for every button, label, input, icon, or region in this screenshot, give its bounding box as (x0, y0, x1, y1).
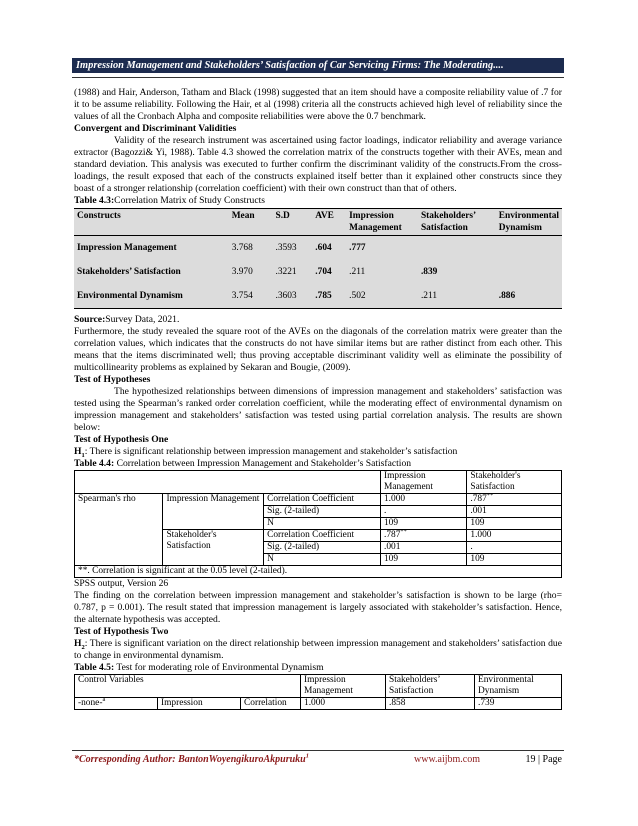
table-4-3 (74, 208, 562, 309)
col-header-control: Control Variables (75, 675, 301, 698)
paragraph-finding: The finding on the correlation between impression management and stakeholder’s satisfaction is shown to be large (rho= 0.787, p = 0.001). The result stated that impression management is largely associated with stakeholder’s satisfaction. Hence, the alternate hypothesis was accepted. (74, 590, 562, 625)
paragraph-discriminant: Furthermore, the study revealed the square root of the AVEs on the diagonals of the correlation matrix were greater than the correlation values, which indicates that the constructs do not have similar items but are rather distinct from each other. This means that the items discriminated well; thus proving acceptable discriminant validity well as eliminate the possibility of multicollinearity problems as explained by Sekaran and Bougie, (2009). (74, 326, 562, 373)
table-row: Impression Management 3.768 .3593 .604 .777 (74, 236, 562, 261)
col-header-impression: Impression Management (380, 471, 466, 494)
table-4-4: Impression Management Stakeholder's Satisfaction Spearman's rho Impression Management Correlation Coefficient 1.000 .787** Sig. (2-tailed) . .001 N 109 109 Stakeholder's Satisfaction Correlation Coefficient .787** 1.000 Sig. (2-tailed) .001 . N 109 109 **. Correlation is significant at the 0.05 level (2-tailed). (74, 470, 562, 578)
table-4-5-caption: Table 4.5: Test for moderating role of Environmental Dynamism (74, 662, 324, 673)
row-group-stakeholder: Stakeholder's Satisfaction (163, 530, 264, 566)
col-header-mean: Mean (229, 209, 273, 236)
header-rule (72, 77, 564, 78)
footer-rule (72, 750, 564, 751)
col-header-impression: Impression Management (346, 209, 418, 236)
table-row: Environmental Dynamism 3.754 .3603 .785 .502 .211 .886 (74, 284, 562, 309)
table-row: Stakeholders’ Satisfaction 3.970 .3221 .704 .211 .839 (74, 260, 562, 284)
corresponding-author: *Corresponding Author: BantonWoyengikuroAkpuruku$^1$ (74, 752, 309, 765)
col-header-sd: S.D (272, 209, 312, 236)
heading-test-hypotheses: Test of Hypotheses (74, 374, 151, 385)
col-header-ave: AVE (312, 209, 346, 236)
col-header-environmental: Environmental Dynamism (496, 209, 562, 236)
table-row: -none-$^a$ Impression Correlation 1.000 .858 .739 (75, 698, 562, 710)
spss-note: SPSS output, Version 26 (74, 578, 169, 589)
hypothesis-two-statement: $H_2$: There is significant variation on the direct relationship between impression management and stakeholders’ satisfaction due to change in environmental dynamism. (74, 638, 562, 661)
col-header-stakeholder: Stakeholder's Satisfaction (467, 471, 562, 494)
hypothesis-one-statement: $H_1$: There is significant relationship between impression management and stakeholder’s satisfaction (74, 446, 458, 459)
col-header-stakeholders: Stakeholders’ Satisfaction (418, 209, 496, 236)
spearman-label: Spearman's rho (75, 494, 163, 566)
source-note: Source:Survey Data, 2021. (74, 314, 180, 325)
heading-hypothesis-one: Test of Hypothesis One (74, 434, 169, 445)
running-header: Impression Management and Stakeholders’ Satisfaction of Car Servicing Firms: The Moderating.... (72, 58, 564, 73)
heading-hypothesis-two: Test of Hypothesis Two (74, 626, 169, 637)
table-4-4-caption: Table 4.4: Correlation between Impression Management and Stakeholder’s Satisfaction (74, 458, 412, 469)
table-note: **. Correlation is significant at the 0.05 level (2-tailed). (75, 566, 562, 578)
paragraph-hypotheses: The hypothesized relationships between dimensions of impression management and stakeholders’ satisfaction was tested using the Spearman’s ranked order correlation coefficient, while the moderating effect of environmental dynamism on impression management and stakeholders’ satisfaction was tested using partial correlation analysis. The results are shown below: (74, 386, 562, 433)
table-4-3-caption: Table 4.3:Correlation Matrix of Study Constructs (74, 195, 265, 206)
heading-convergent-validity: Convergent and Discriminant Validities (74, 123, 237, 134)
col-header-constructs: Constructs (74, 209, 229, 236)
journal-website-link[interactable]: www.aijbm.com (414, 754, 481, 765)
row-group-impression: Impression Management (163, 494, 264, 530)
paragraph-validity: Validity of the research instrument was ascertained using factor loadings, indicator reliability and average variance extractor (Bagozzi& Yi, 1988). Table 4.3 showed the correlation matrix of the constructs together with their AVEs, mean and standard deviation. This analysis was executed to further confirm the discriminant validity of the constructs.From the cross-loadings, the result exposed that each of the constructs explained itself better than it explained other constructs since they boast of a stronger relationship (correlation coefficient) with their own construct than that of others. (74, 135, 562, 194)
page-footer (74, 754, 562, 766)
page-body (74, 87, 562, 710)
table-4-5: Control Variables Impression Management Stakeholders’ Satisfaction Environmental Dynamism -none-$^a$ Impression Correlation 1.000 .858 .739 (74, 674, 562, 710)
paragraph-reliability: (1988) and Hair, Anderson, Tatham and Black (1998) suggested that an item should have a composite reliability value of .7 for it to be assume reliability. Following the Hair, et al (1998) criteria all the constructs achieved high level of reliability since the values of all the Cronbach Alpha and composite reliabilities were above the 0.7 benchmark. (74, 87, 562, 122)
page-number: 19 | Page (525, 754, 562, 765)
